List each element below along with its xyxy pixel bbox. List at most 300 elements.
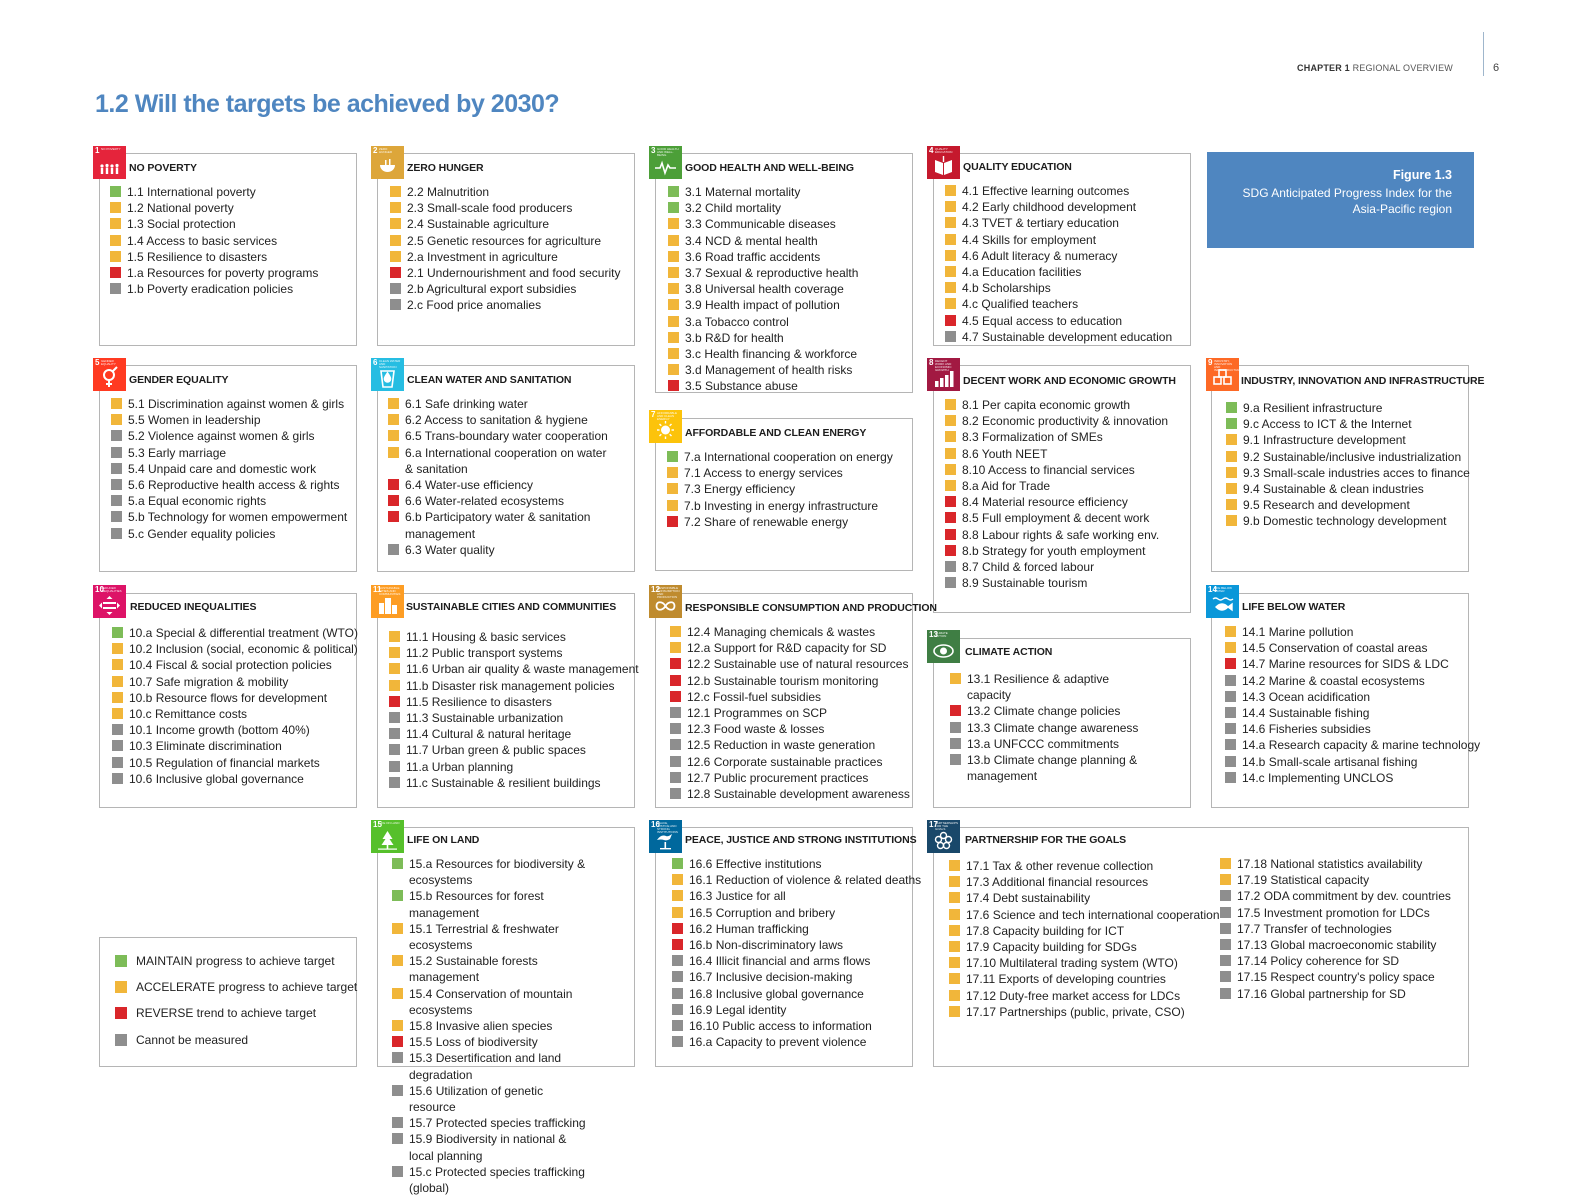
target-label: 11.2 Public transport systems — [406, 646, 563, 661]
target-label: 4.3 TVET & tertiary education — [962, 216, 1119, 231]
target-label: 17.12 Duty-free market access for LDCs — [966, 988, 1181, 1003]
status-square-yellow — [945, 185, 956, 196]
status-square-yellow — [672, 890, 683, 901]
target-item — [1225, 770, 1480, 786]
target-label: 8.6 Youth NEET — [962, 446, 1048, 461]
target-item — [110, 249, 318, 265]
status-square-grey — [111, 479, 122, 490]
target-item — [949, 874, 1220, 890]
goal-icon-caption: QUALITY EDUCATION — [935, 147, 953, 154]
target-label: 16.3 Justice for all — [689, 889, 786, 904]
target-item — [668, 362, 858, 378]
goal-icon-caption: LIFE BELOW WATER — [1214, 586, 1233, 593]
target-item — [672, 905, 921, 921]
target-label: 4.5 Equal access to education — [962, 313, 1123, 328]
decent-work-icon — [927, 358, 960, 391]
status-square-grey — [112, 773, 123, 784]
target-item — [390, 297, 620, 313]
status-square-yellow — [111, 398, 122, 409]
target-item — [392, 888, 592, 920]
target-item — [670, 770, 910, 786]
status-square-yellow — [945, 298, 956, 309]
status-square-yellow — [112, 692, 123, 703]
target-list — [1225, 624, 1480, 786]
status-square-grey — [388, 544, 399, 555]
status-square-yellow — [667, 467, 678, 478]
target-item — [389, 726, 639, 742]
target-label: 7.b Investing in energy infrastructure — [684, 498, 879, 513]
goal-icon-number: 8 — [929, 358, 934, 367]
goal-title-industry-innovation-and-infrastructure: INDUSTRY, INNOVATION AND INFRASTRUCTURE — [1241, 375, 1485, 387]
target-item — [945, 397, 1168, 413]
status-square-grey — [392, 1166, 403, 1177]
target-item — [949, 923, 1220, 939]
status-square-yellow — [945, 448, 956, 459]
target-label: 1.2 National poverty — [127, 201, 234, 216]
section-title: 1.2 Will the targets be achieved by 2030? — [95, 90, 560, 118]
target-item — [1225, 673, 1480, 689]
status-square-yellow — [388, 447, 399, 458]
status-square-yellow — [112, 708, 123, 719]
goal-title-life-below-water: LIFE BELOW WATER — [1242, 601, 1346, 613]
status-square-grey — [945, 577, 956, 588]
target-item — [1225, 721, 1480, 737]
target-item — [950, 671, 1140, 703]
status-square-grey — [392, 1117, 403, 1128]
target-label: 17.13 Global macroeconomic stability — [1237, 938, 1437, 953]
target-item — [1220, 986, 1451, 1002]
zero-hunger-icon — [371, 146, 404, 179]
target-item — [388, 445, 613, 477]
target-label: 12.c Fossil-fuel subsidies — [687, 689, 822, 704]
target-item — [1225, 705, 1480, 721]
goal-title-peace-justice-and-strong-institutions: PEACE, JUSTICE AND STRONG INSTITUTIONS — [685, 834, 917, 846]
target-label: 9.1 Infrastructure development — [1243, 433, 1406, 448]
target-item — [392, 953, 592, 985]
target-item — [945, 478, 1168, 494]
target-item — [667, 498, 893, 514]
status-square-grey — [111, 447, 122, 458]
status-square-grey — [389, 777, 400, 788]
goal-icon-caption: LIFE ON LAND — [379, 821, 400, 825]
target-item — [110, 281, 318, 297]
target-label: 12.6 Corporate sustainable practices — [687, 754, 883, 769]
target-item — [670, 689, 910, 705]
status-square-yellow — [1220, 874, 1231, 885]
target-list — [945, 183, 1172, 345]
target-item — [392, 856, 592, 888]
target-item — [110, 265, 318, 281]
target-label: 9.b Domestic technology development — [1243, 514, 1447, 529]
target-label: 5.6 Reproductive health access & rights — [128, 478, 340, 493]
target-item — [668, 297, 858, 313]
target-item — [390, 216, 620, 232]
target-item — [389, 678, 639, 694]
target-label: 1.1 International poverty — [127, 185, 256, 199]
target-item — [1220, 937, 1451, 953]
target-item — [389, 629, 639, 645]
target-label: 3.7 Sexual & reproductive health — [685, 266, 859, 281]
target-label: 4.b Scholarships — [962, 281, 1051, 296]
goal-icon-number: 7 — [651, 410, 656, 419]
goal-icon-caption: INDUSTRY, INNOVATION AND INFRASTRUCTURE — [1214, 359, 1242, 372]
target-item — [949, 907, 1220, 923]
status-square-red — [1225, 658, 1236, 669]
legend-item-reverse — [115, 1006, 316, 1020]
status-square-grey — [111, 528, 122, 539]
status-square-yellow — [667, 483, 678, 494]
status-square-yellow — [949, 909, 960, 920]
status-square-red — [670, 675, 681, 686]
target-label: 3.4 NCD & mental health — [685, 233, 818, 248]
target-label: 10.6 Inclusive global governance — [129, 771, 304, 786]
status-square-yellow — [949, 973, 960, 984]
target-item — [1225, 689, 1480, 705]
clean-energy-icon — [649, 410, 682, 443]
status-square-grey — [672, 955, 683, 966]
target-item — [672, 1034, 921, 1050]
target-item — [392, 1131, 592, 1163]
target-item — [945, 313, 1172, 329]
goal-title-affordable-and-clean-energy: AFFORDABLE AND CLEAN ENERGY — [685, 427, 867, 439]
target-item — [945, 429, 1168, 445]
goal-icon-caption: AFFORDABLE AND CLEAN ENERGY — [657, 411, 678, 421]
status-square-grey — [111, 430, 122, 441]
goal-icon-number: 11 — [373, 585, 382, 594]
status-square-grey — [1220, 955, 1231, 966]
target-label: 16.6 Effective institutions — [689, 857, 822, 871]
target-label: 12.a Support for R&D capacity for SD — [687, 641, 887, 656]
target-label: 8.b Strategy for youth employment — [962, 543, 1146, 558]
figure-subtitle: SDG Anticipated Progress Index for the Asia-Pacific region — [1242, 186, 1452, 216]
status-square-red — [390, 267, 401, 278]
target-label: 3.2 Child mortality — [685, 201, 782, 216]
target-label: 5.b Technology for women empowerment — [128, 510, 348, 525]
target-list — [111, 396, 347, 542]
target-list — [1226, 400, 1470, 530]
target-item — [111, 461, 347, 477]
status-square-grey — [1225, 723, 1236, 734]
target-item — [392, 1050, 592, 1082]
target-label: 4.c Qualified teachers — [962, 297, 1079, 312]
target-label: 16.a Capacity to prevent violence — [689, 1035, 867, 1050]
goal-title-life-on-land: LIFE ON LAND — [407, 834, 480, 846]
status-square-red — [389, 696, 400, 707]
target-list — [950, 671, 1140, 784]
target-item — [670, 673, 910, 689]
target-item — [390, 249, 620, 265]
target-item — [110, 184, 318, 200]
goal-icon-caption: NO POVERTY — [101, 147, 121, 151]
status-square-red — [945, 545, 956, 556]
target-item — [670, 754, 910, 770]
target-label: 16.8 Inclusive global governance — [689, 986, 864, 1001]
status-square-yellow — [1225, 642, 1236, 653]
target-label: 12.3 Food waste & losses — [687, 722, 825, 737]
status-square-grey — [670, 707, 681, 718]
target-label: 6.a International cooperation on water & sanitation — [405, 445, 607, 476]
status-square-yellow — [670, 642, 681, 653]
goal-title-quality-education: QUALITY EDUCATION — [963, 161, 1072, 173]
status-square-grey — [392, 1085, 403, 1096]
goal-icon-number: 14 — [1208, 585, 1217, 594]
target-item — [668, 200, 858, 216]
status-square-yellow — [668, 299, 679, 310]
target-item — [945, 413, 1168, 429]
goal-icon-number: 15 — [373, 820, 382, 829]
target-list — [945, 397, 1168, 591]
goal-icon-caption: DECENT WORK AND ECONOMIC GROWTH — [935, 359, 952, 372]
target-item — [945, 296, 1172, 312]
target-item — [1220, 969, 1451, 985]
target-item — [1225, 640, 1480, 656]
target-item — [111, 526, 347, 542]
status-square-yellow — [112, 676, 123, 687]
target-label: 15.8 Invasive alien species — [409, 1019, 553, 1034]
target-label: 6.5 Trans-boundary water cooperation — [405, 429, 608, 444]
target-item — [388, 428, 613, 444]
target-label: 10.2 Inclusion (social, economic & political) — [129, 642, 358, 657]
target-label: 8.4 Material resource efficiency — [962, 495, 1128, 510]
target-item — [945, 559, 1168, 575]
target-item — [388, 412, 613, 428]
status-square-yellow — [668, 283, 679, 294]
target-label: 10.c Remittance costs — [129, 707, 248, 722]
target-item — [389, 661, 639, 677]
status-square-grey — [389, 744, 400, 755]
status-square-yellow — [668, 267, 679, 278]
target-item — [945, 575, 1168, 591]
status-square-grey — [672, 971, 683, 982]
target-label: 3.8 Universal health coverage — [685, 282, 844, 297]
target-label: 15.5 Loss of biodiversity — [409, 1035, 538, 1050]
target-label: 5.a Equal economic rights — [128, 494, 267, 509]
target-item — [1220, 953, 1451, 969]
target-label: 14.1 Marine pollution — [1242, 625, 1354, 639]
target-label: 6.b Participatory water & sanitation management — [405, 510, 591, 541]
target-item — [945, 280, 1172, 296]
target-list — [112, 625, 358, 787]
target-label: 8.8 Labour rights & safe working env. — [962, 527, 1160, 542]
target-item — [112, 738, 358, 754]
reduced-inequalities-icon — [93, 585, 126, 618]
target-item — [945, 248, 1172, 264]
target-label: 5.3 Early marriage — [128, 445, 227, 460]
target-item — [388, 509, 613, 541]
target-label: 9.a Resilient infrastructure — [1243, 401, 1383, 415]
target-item — [112, 706, 358, 722]
target-item — [949, 988, 1220, 1004]
target-item — [672, 969, 921, 985]
target-label: 17.19 Statistical capacity — [1237, 873, 1370, 888]
status-square-red — [668, 380, 679, 391]
status-square-grey — [389, 712, 400, 723]
good-health-icon — [649, 146, 682, 179]
target-label: 12.b Sustainable tourism monitoring — [687, 673, 879, 688]
target-label: 15.a Resources for biodiversity & ecosystems — [409, 857, 586, 888]
status-square-green — [1226, 402, 1237, 413]
target-label: 14.4 Sustainable fishing — [1242, 706, 1370, 721]
target-item — [945, 232, 1172, 248]
target-label: 14.c Implementing UNCLOS — [1242, 770, 1394, 785]
target-item — [390, 200, 620, 216]
status-square-yellow — [388, 430, 399, 441]
target-label: 8.10 Access to financial services — [962, 462, 1135, 477]
target-label: 17.8 Capacity building for ICT — [966, 923, 1125, 938]
status-square-grey — [110, 283, 121, 294]
target-label: 7.2 Share of renewable energy — [684, 514, 849, 529]
target-item — [1225, 737, 1480, 753]
target-label: 14.2 Marine & coastal ecosystems — [1242, 673, 1425, 688]
status-square-red — [667, 516, 678, 527]
status-square-yellow — [389, 680, 400, 691]
target-label: 4.4 Skills for employment — [962, 232, 1097, 247]
goal-title-no-poverty: NO POVERTY — [129, 162, 197, 174]
target-item — [392, 986, 592, 1018]
status-square-yellow — [389, 631, 400, 642]
target-label: 9.3 Small-scale industries acces to finance — [1243, 465, 1470, 480]
target-label: 16.4 Illicit financial and arms flows — [689, 954, 871, 969]
peace-justice-icon — [649, 820, 682, 853]
target-item — [112, 690, 358, 706]
target-item — [112, 657, 358, 673]
status-square-yellow — [945, 431, 956, 442]
target-item — [950, 703, 1140, 719]
target-label: 3.6 Road traffic accidents — [685, 249, 821, 264]
legend-item-maintain — [115, 954, 335, 968]
status-square-yellow — [945, 415, 956, 426]
target-item — [945, 215, 1172, 231]
status-square-yellow — [110, 251, 121, 262]
target-item — [945, 264, 1172, 280]
target-item — [945, 329, 1172, 345]
status-square-yellow — [1220, 858, 1231, 869]
status-square-yellow — [1226, 515, 1237, 526]
status-square-grey — [945, 561, 956, 572]
target-label: 1.3 Social protection — [127, 217, 236, 232]
target-label: 17.9 Capacity building for SDGs — [966, 940, 1137, 955]
target-label: 11.5 Resilience to disasters — [406, 694, 552, 709]
target-label: 3.d Management of health risks — [685, 363, 853, 378]
target-label: 8.a Aid for Trade — [962, 479, 1051, 494]
status-square-yellow — [945, 250, 956, 261]
target-item — [667, 465, 893, 481]
target-item — [670, 737, 910, 753]
target-item — [390, 281, 620, 297]
goal-title-gender-equality: GENDER EQUALITY — [129, 374, 229, 386]
status-square-yellow — [110, 202, 121, 213]
status-square-grey — [392, 1052, 403, 1063]
target-label: 12.7 Public procurement practices — [687, 770, 869, 785]
target-item — [112, 755, 358, 771]
no-poverty-icon — [93, 146, 126, 179]
goal-icon-number: 10 — [95, 585, 104, 594]
status-square-grey — [670, 772, 681, 783]
target-item — [672, 921, 921, 937]
status-square-grey — [670, 739, 681, 750]
target-label: 2.b Agricultural export subsidies — [407, 282, 577, 297]
goal-icon-number: 4 — [929, 146, 934, 155]
target-list — [388, 396, 613, 558]
target-item — [950, 752, 1140, 784]
target-label: 4.a Education facilities — [962, 265, 1082, 280]
target-label: 15.1 Terrestrial & freshwater ecosystems — [409, 921, 559, 953]
status-square-grey — [1225, 756, 1236, 767]
target-label: 14.7 Marine resources for SIDS & LDC — [1242, 657, 1449, 672]
target-item — [392, 1164, 592, 1196]
target-item — [949, 890, 1220, 906]
target-item — [1220, 856, 1451, 872]
target-item — [672, 986, 921, 1002]
target-label: 7.1 Access to energy services — [684, 466, 843, 481]
status-square-yellow — [949, 860, 960, 871]
target-label: 17.16 Global partnership for SD — [1237, 986, 1406, 1001]
target-label: 10.b Resource flows for development — [129, 690, 328, 705]
target-item — [672, 937, 921, 953]
status-square-yellow — [668, 235, 679, 246]
status-square-grey — [672, 1020, 683, 1031]
status-square-green — [110, 186, 121, 197]
status-square-green — [672, 858, 683, 869]
target-item — [945, 527, 1168, 543]
status-square-grey — [112, 757, 123, 768]
life-below-water-icon — [1206, 585, 1239, 618]
status-square-grey — [1225, 691, 1236, 702]
status-square-grey — [670, 756, 681, 767]
target-label: 8.3 Formalization of SMEs — [962, 430, 1103, 445]
status-square-yellow — [949, 876, 960, 887]
target-label: 17.10 Multilateral trading system (WTO) — [966, 956, 1178, 971]
status-square-yellow — [668, 251, 679, 262]
target-label: 16.b Non-discriminatory laws — [689, 938, 844, 953]
target-label: 5.1 Discrimination against women & girls — [128, 397, 345, 411]
status-square-grey — [1225, 675, 1236, 686]
status-square-red — [388, 479, 399, 490]
gender-equality-icon — [93, 358, 126, 391]
target-list — [670, 624, 910, 802]
status-square-grey — [112, 724, 123, 735]
status-square-grey — [670, 723, 681, 734]
target-item — [388, 493, 613, 509]
status-square-yellow — [110, 218, 121, 229]
target-item — [112, 674, 358, 690]
status-square-grey — [112, 740, 123, 751]
status-square-yellow — [1226, 499, 1237, 510]
status-square-red — [945, 315, 956, 326]
target-item — [667, 481, 893, 497]
status-square-grey — [390, 283, 401, 294]
target-item — [1226, 400, 1470, 416]
target-label: 16.9 Legal identity — [689, 1002, 787, 1017]
status-square-yellow — [945, 399, 956, 410]
target-label: 3.b R&D for health — [685, 330, 784, 345]
target-label: 13.3 Climate change awareness — [967, 720, 1139, 735]
status-square-yellow — [1225, 626, 1236, 637]
target-item — [388, 396, 613, 412]
target-item — [389, 759, 639, 775]
target-item — [112, 722, 358, 738]
target-label: 9.4 Sustainable & clean industries — [1243, 482, 1424, 497]
target-item — [389, 694, 639, 710]
target-label: 17.11 Exports of developing countries — [966, 972, 1166, 987]
status-square-grey — [672, 988, 683, 999]
target-item — [670, 624, 910, 640]
target-item — [111, 396, 347, 412]
goal-icon-caption: GOOD HEALTH AND WELL-BEING — [657, 147, 679, 157]
target-label: 10.a Special & differential treatment (WTO) — [129, 626, 358, 640]
target-item — [389, 645, 639, 661]
status-square-green — [668, 202, 679, 213]
